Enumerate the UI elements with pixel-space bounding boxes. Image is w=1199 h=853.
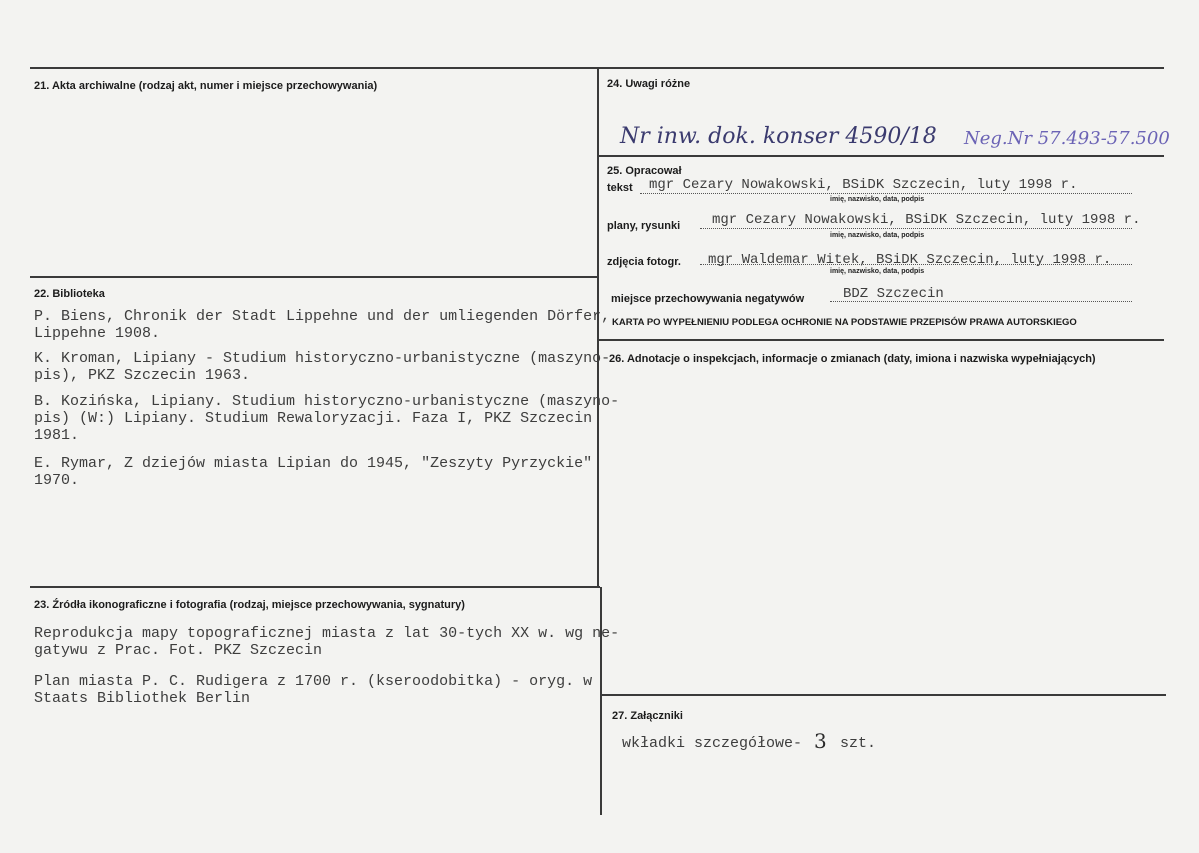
handwritten-inventory-note: Nr inw. dok. konser 4590/18 [620,124,937,149]
row-label-plans: plany, rysunki [607,220,681,232]
row-label-photos: zdjęcia fotogr. [607,256,681,268]
rule-26-27 [600,694,1166,696]
author-plans-value: mgr Cezary Nowakowski, BSiDK Szczecin, luty 1998 r. [712,212,1141,228]
attachments-unit: szt. [840,735,877,752]
section-24-title: 24. Uwagi różne [607,78,691,90]
copyright-notice: KARTA PO WYPEŁNIENIU PODLEGA OCHRONIE NA PODSTAWIE PRZEPISÓW PRAWA AUTORSKIEGO [612,317,1077,328]
rule-25-26 [598,339,1164,341]
signature-caption: imię, nazwisko, data, podpis [830,196,925,203]
signature-caption: imię, nazwisko, data, podpis [830,268,925,275]
signature-caption: imię, nazwisko, data, podpis [830,232,925,239]
row-label-tekst: tekst [607,182,633,194]
bibliography-entry: E. Rymar, Z dziejów miasta Lipian do 1945, "Zeszyty Pyrzyckie" 1970. [34,455,593,489]
attachments-count: 3 [814,729,827,753]
attachments-text: wkładki szczegółowe- [622,735,803,752]
section-23-title: 23. Źródła ikonograficzne i fotografia (rodzaj, miejsce przechowywania, sygnatury) [34,599,465,611]
section-26-title: 26. Adnotacje o inspekcjach, informacje o zmianach (daty, imiona i nazwiska wypełniających) [609,353,1096,365]
handwritten-negative-numbers: Neg.Nr 57.493-57.500 [964,128,1170,149]
negatives-location-value: BDZ Szczecin [843,286,944,302]
iconography-entry: Plan miasta P. C. Rudigera z 1700 r. (kseroodobitka) - oryg. w Staats Bibliothek Berlin [34,673,593,707]
section-22-title: 22. Biblioteka [34,288,105,300]
rule-21-22 [30,276,598,278]
rule-22-23 [30,586,600,588]
iconography-entry: Reprodukcja mapy topograficznej miasta z lat 30-tych XX w. wg ne- gatywu z Prac. Fot. PKZ Szczecin [34,625,620,659]
section-27-title: 27. Załączniki [612,710,683,722]
section-21-title: 21. Akta archiwalne (rodzaj akt, numer i miejsce przechowywania) [34,80,378,92]
author-text-value: mgr Cezary Nowakowski, BSiDK Szczecin, luty 1998 r. [649,177,1078,193]
bibliography-entry: B. Kozińska, Lipiany. Studium historyczno-urbanistyczne (maszyno- pis) (W:) Lipiany. Studium Rewaloryzacji. Faza I, PKZ Szczecin 1981. [34,393,620,444]
rule-24-25 [598,155,1164,157]
author-photos-value: mgr Waldemar Witek, BSiDK Szczecin, luty 1998 r. [708,252,1112,268]
bibliography-entry: K. Kroman, Lipiany - Studium historyczno-urbanistyczne (maszyno- pis), PKZ Szczecin 1963. [34,350,611,384]
section-25-title: 25. Opracował [607,165,682,177]
row-label-negatives: miejsce przechowywania negatywów [611,293,805,305]
center-divider-lower [600,587,602,815]
bibliography-entry: P. Biens, Chronik der Stadt Lippehne und der umliegenden Dörfer, Lippehne 1908. [34,308,611,342]
